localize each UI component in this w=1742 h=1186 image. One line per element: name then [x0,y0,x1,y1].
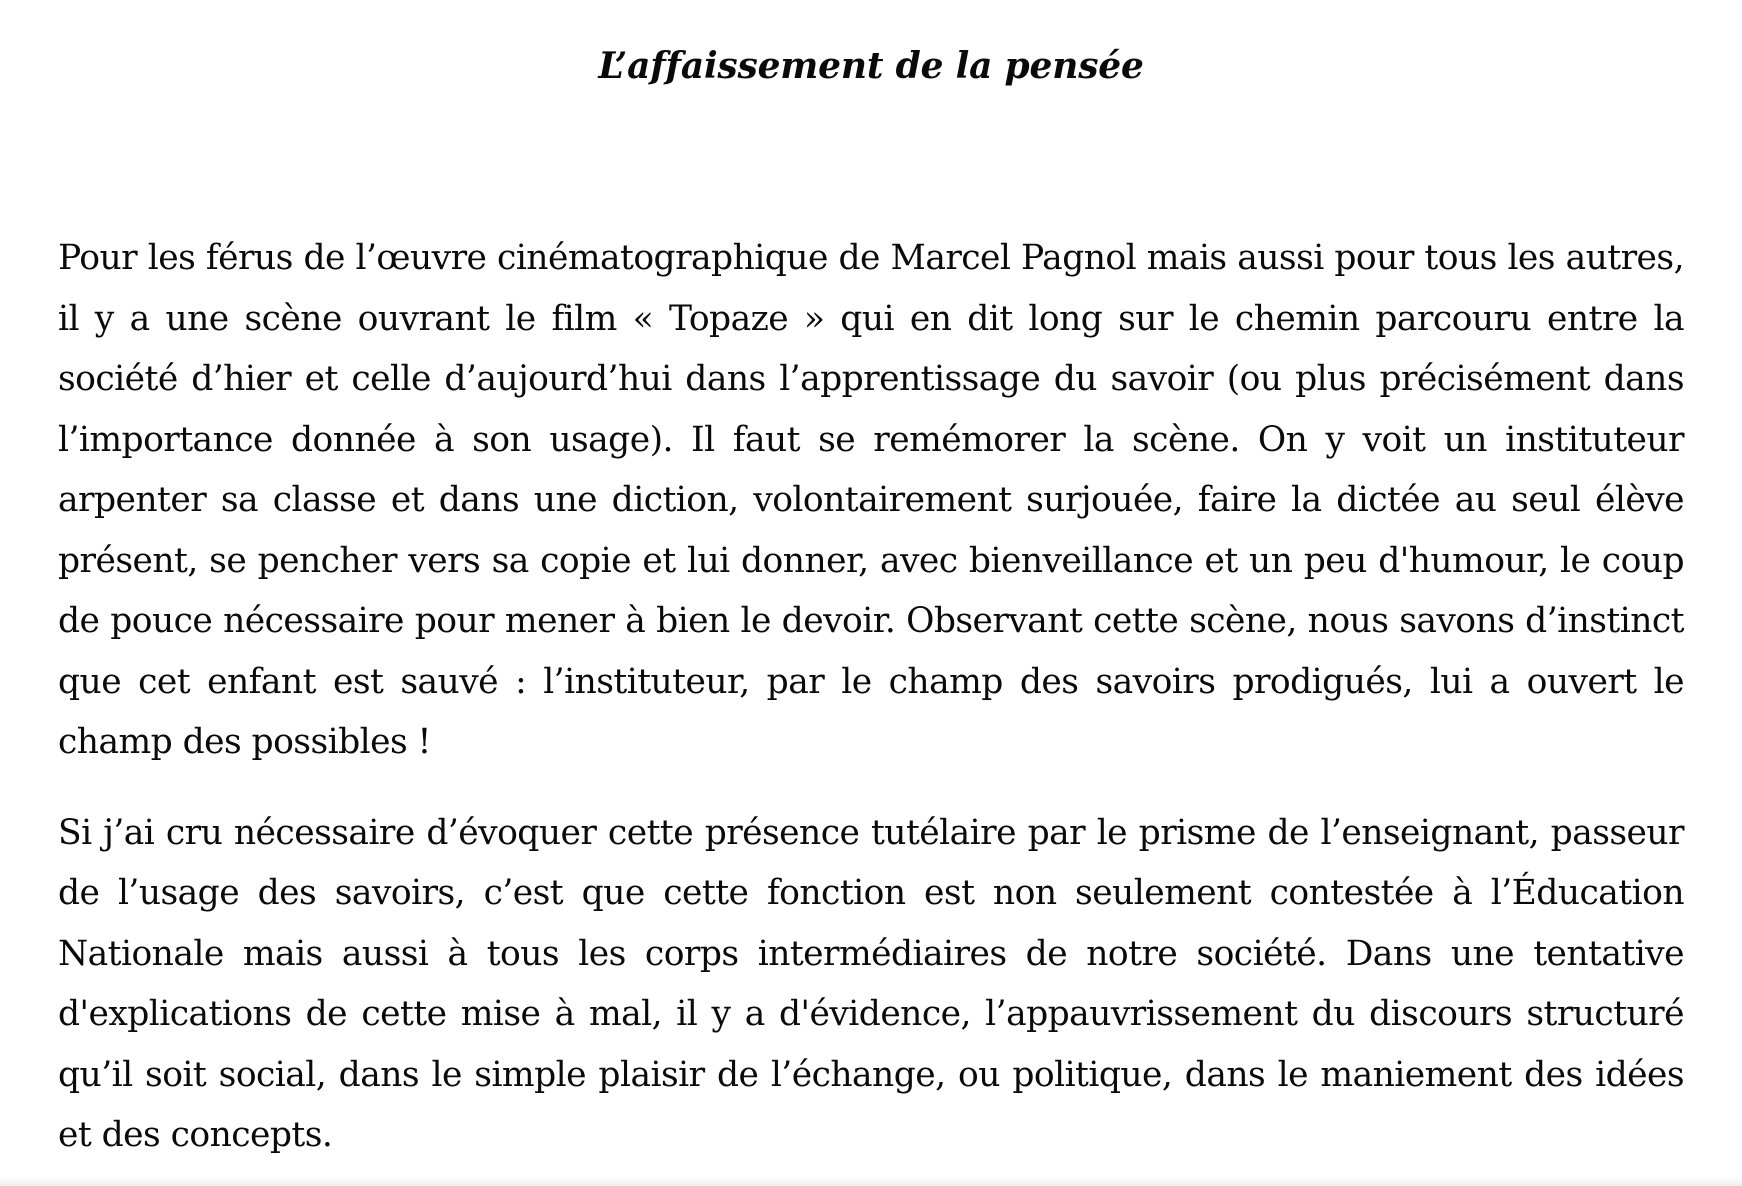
document-body [58,228,1684,1166]
page-bottom-edge [0,1176,1742,1186]
document-title: L’affaissement de la pensée [598,45,1144,87]
document-page [58,44,1684,1155]
paragraph-topaze-scene: Pour les férus de l’œuvre cinématographique de Marcel Pagnol mais aussi pour tous les autres, il y a une scène ouvrant le film « Topaze » qui en dit long sur le chemin parcouru entre la société d’hier et celle d’aujourd’hui dans l’apprentissage du savoir (ou plus précisément dans l’importance donnée à son usage). Il faut se remémorer la scène. On y voit un instituteur arpenter sa classe et dans une diction, volontairement surjouée, faire la dictée au seul élève présent, se pencher vers sa copie et lui donner, avec bienveillance et un peu d'humour, le coup de pouce nécessaire pour mener à bien le devoir. Observant cette scène, nous savons d’instinct que cet enfant est sauvé : l’instituteur, par le champ des savoirs prodigués, lui a ouvert le champ des possibles ! [58,238,1684,762]
paragraph-tutelary-presence: Si j’ai cru nécessaire d’évoquer cette présence tutélaire par le prisme de l’enseignant, passeur de l’usage des savoirs, c’est que cette fonction est non seulement contestée à l’Éducation Nationale mais aussi à tous les corps intermédiaires de notre société. Dans une tentative d'explications de cette mise à mal, il y a d'évidence, l’appauvrissement du discours structuré qu’il soit social, dans le simple plaisir de l’échange, ou politique, dans le maniement des idées et des concepts. [58,812,1684,1155]
